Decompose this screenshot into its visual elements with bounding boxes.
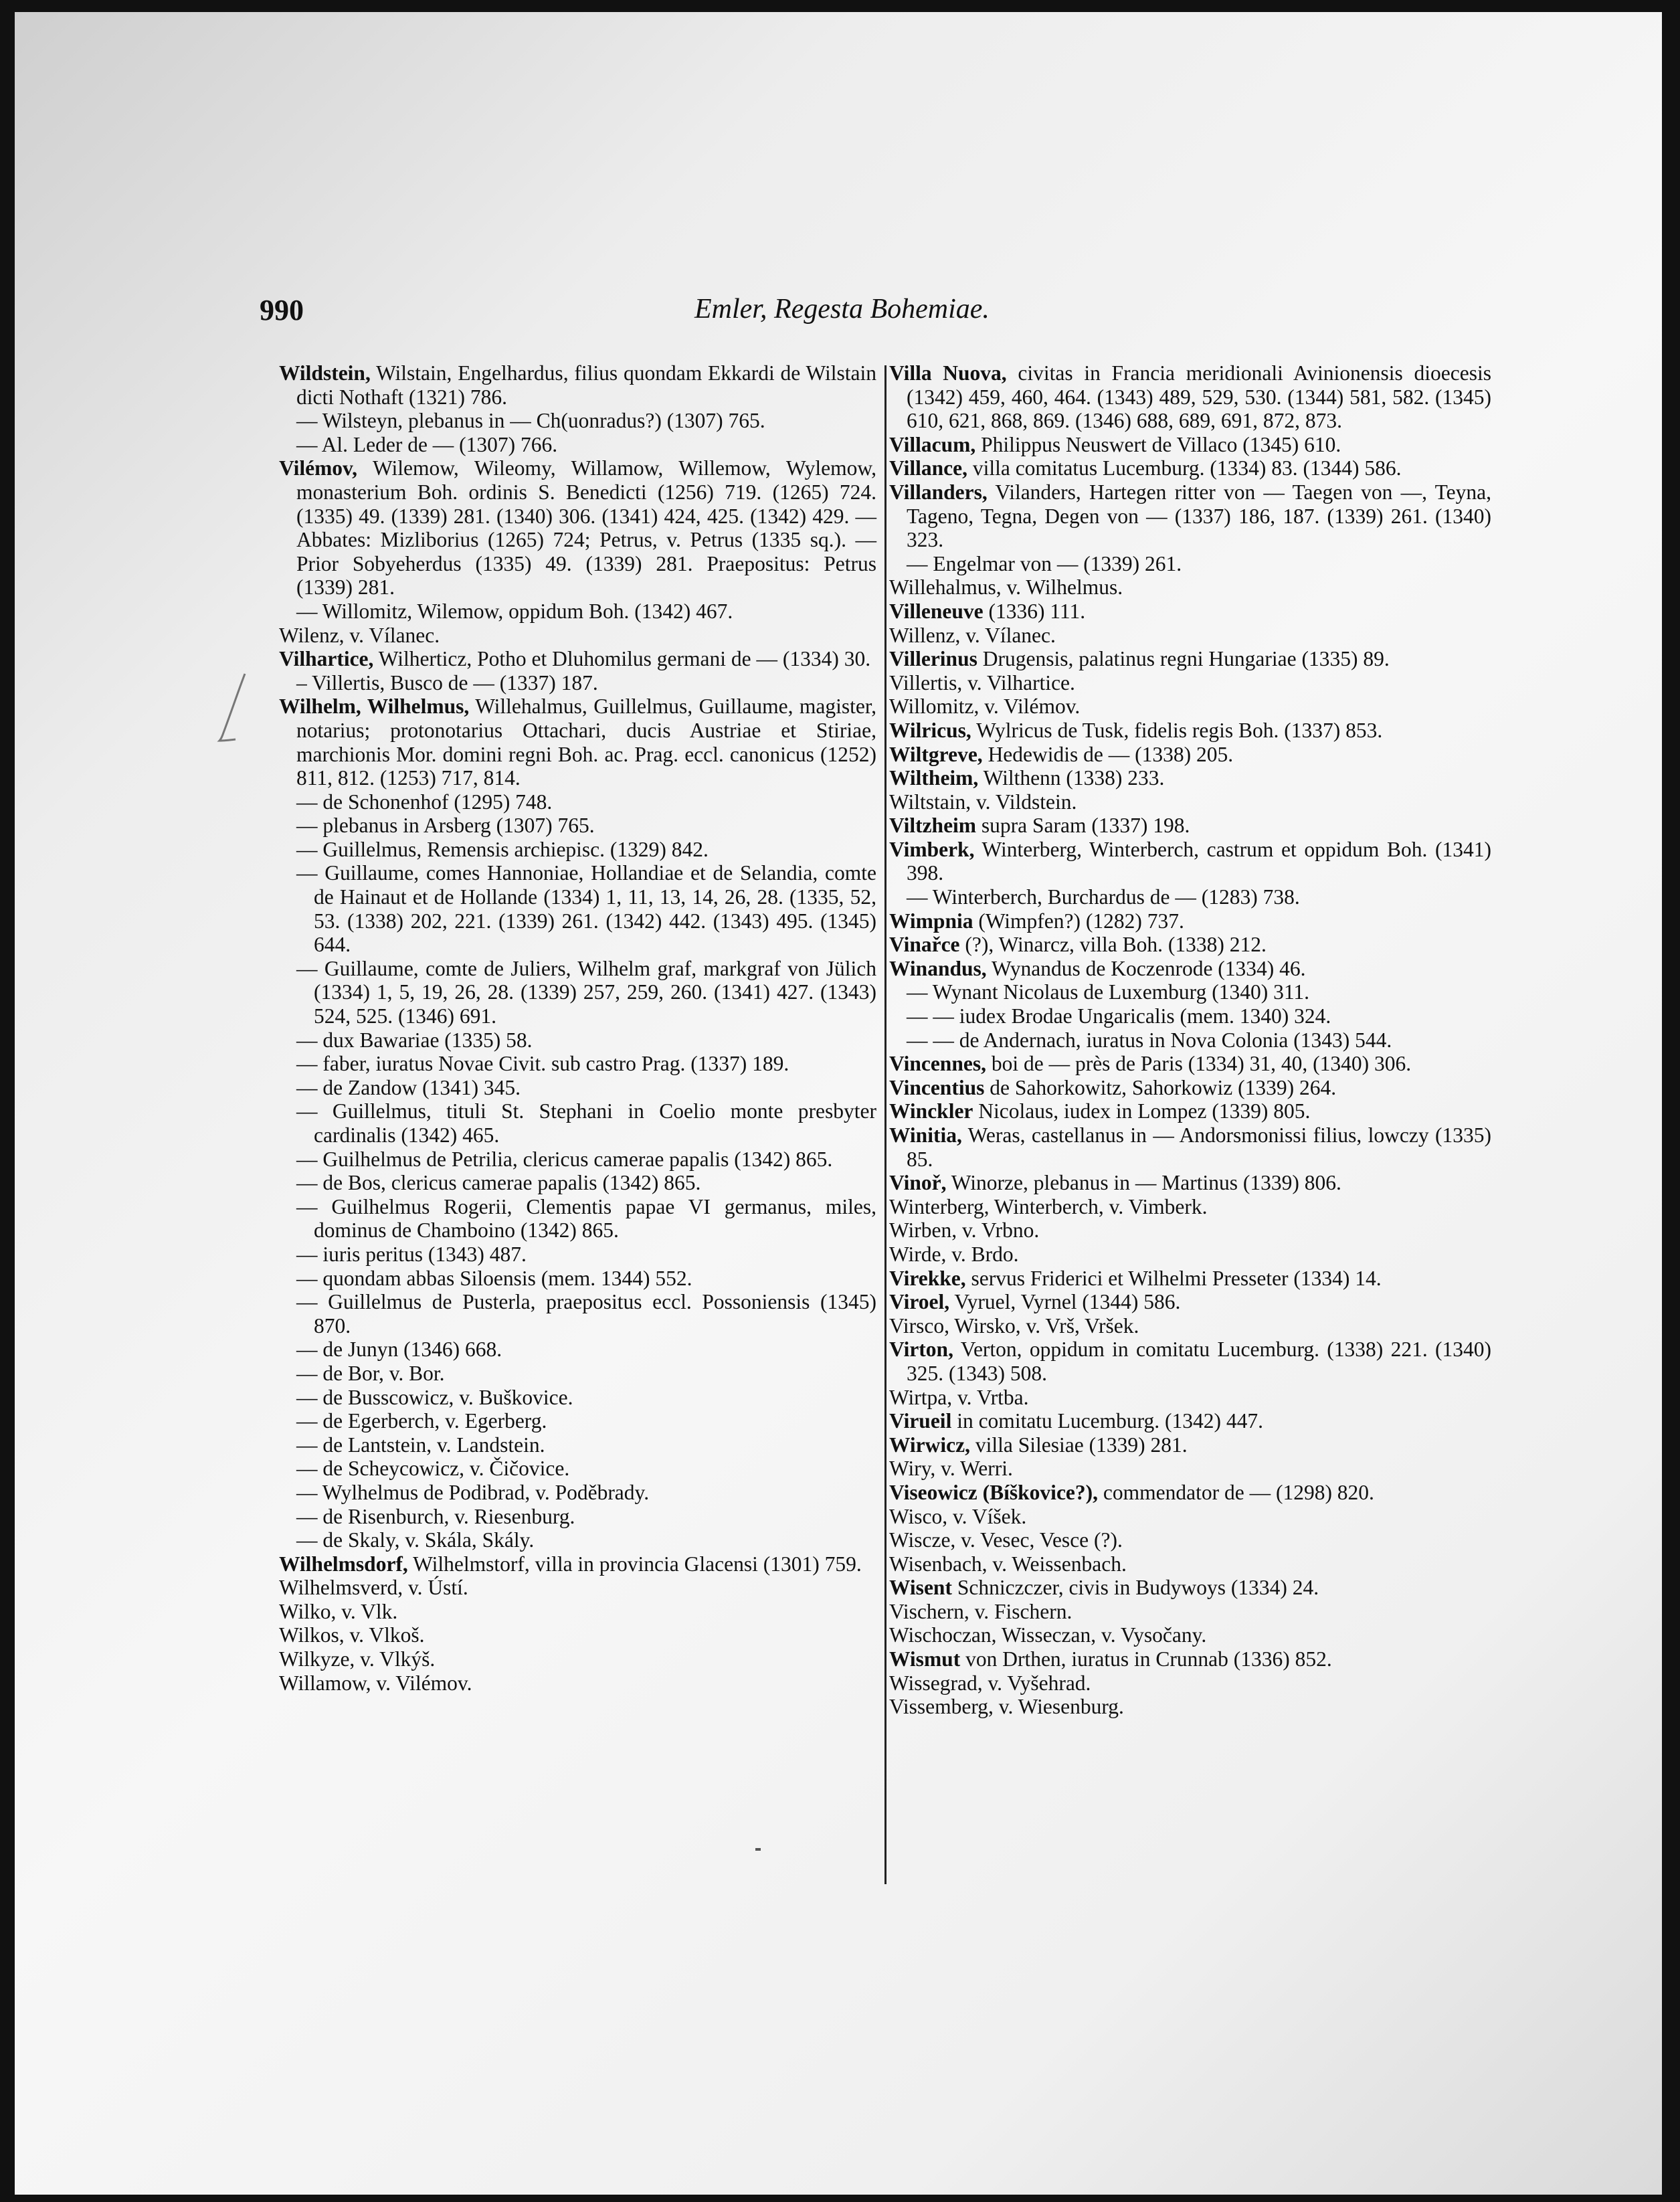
index-entry [889, 695, 1491, 719]
entry-text: — de Busscowicz, v. Buškovice. [296, 1385, 573, 1409]
entry-headword: Vilhartice, [279, 647, 374, 671]
entry-text: — Wynant Nicolaus de Luxemburg (1340) 311. [907, 980, 1310, 1004]
entry-headword: Vimberk, [889, 837, 975, 861]
entry-text: Winterberg, Winterberch, v. Vimberk. [889, 1194, 1208, 1218]
entry-text: — — de Andernach, iuratus in Nova Colonia (1343) 544. [907, 1028, 1392, 1052]
index-entry [889, 790, 1491, 814]
entry-text: Wirde, v. Brdo. [889, 1242, 1019, 1266]
entry-headword: Vinoř, [889, 1171, 947, 1195]
entry-text: — plebanus in Arsberg (1307) 765. [296, 814, 595, 838]
index-entry [889, 575, 1491, 600]
entry-text: (Wimpfen?) (1282) 737. [973, 909, 1184, 933]
entry-headword: Wiltheim, [889, 766, 979, 790]
entry-text: — de Zandow (1341) 345. [296, 1075, 521, 1099]
entry-text: — de Lantstein, v. Landstein. [296, 1433, 545, 1457]
entry-headword: Virton, [889, 1338, 953, 1362]
entry-text: Wilherticz, Potho et Dluhomilus germani de — (1334) 30. [373, 647, 871, 671]
entry-headword: Virekke, [889, 1266, 966, 1290]
index-entry [889, 1505, 1491, 1529]
index-entry [889, 1528, 1491, 1552]
entry-text: — Guillaume, comte de Juliers, Wilhelm graf, markgraf von Jülich (1334) 1, 5, 19, 26, 28. (1339) 257, 259, 260. (1341) 427. (1343) 524, 525. (1346) 691. [296, 956, 876, 1028]
index-entry [279, 361, 876, 409]
entry-text: — de Schonenhof (1295) 748. [296, 790, 553, 814]
entry-text: — Guillaume, comes Hannoniae, Hollandiae et de Selandia, comte de Hainaut et de Hollande (1334) 1, 11, 13, 14, 26, 28. (1335, 52, 53. (1338) 202, 221. (1339) 261. (1342) 442. (1343) 495. (1345) 644. [296, 861, 876, 957]
index-entry [889, 647, 1491, 671]
index-entry [279, 1623, 876, 1647]
index-entry [889, 1623, 1491, 1647]
entry-headword: Wismut [889, 1647, 961, 1671]
entry-text: Wirben, v. Vrbno. [889, 1218, 1040, 1243]
page-header [260, 293, 1477, 340]
index-entry [889, 885, 1491, 909]
entry-text: — de Scheycowicz, v. Čičovice. [296, 1457, 570, 1481]
index-entry [889, 1695, 1491, 1719]
page-number: 990 [260, 294, 304, 327]
index-entry [279, 1338, 876, 1362]
entry-text: — de Bos, clericus camerae papalis (1342) 865. [296, 1171, 701, 1195]
index-entry [279, 814, 876, 838]
index-entry [889, 1481, 1491, 1505]
entry-headword: Vinařce [889, 933, 960, 957]
index-entry [889, 980, 1491, 1004]
entry-text: de Sahorkowitz, Sahorkowiz (1339) 264. [984, 1075, 1337, 1099]
entry-text: — Guillelmus, tituli St. Stephani in Coelio monte presbyter cardinalis (1342) 465. [296, 1099, 876, 1147]
index-entry [279, 1481, 876, 1505]
entry-text: Verton, oppidum in comitatu Lucemburg. (1338) 221. (1340) 325. (1343) 508. [907, 1338, 1491, 1385]
entry-text: Drugensis, palatinus regni Hungariae (1335) 89. [977, 647, 1390, 671]
entry-headword: Wimpnia [889, 909, 973, 933]
index-entry [889, 909, 1491, 933]
index-entry [889, 1123, 1491, 1171]
entry-text: Willehalmus, Guillelmus, Guillaume, magister, notarius; protonotarius Ottachari, ducis Austriae et Stiriae, marchionis Mor. domini regni Boh. ac. Prag. eccl. canonicus (1252) 811, 812. (1253) 717, 814. [296, 695, 876, 790]
entry-text: — de Risenburch, v. Riesenburg. [296, 1504, 575, 1528]
index-entry [889, 1386, 1491, 1410]
entry-text: — de Junyn (1346) 668. [296, 1338, 502, 1362]
index-entry [889, 552, 1491, 576]
entry-text: Wisco, v. Víšek. [889, 1504, 1027, 1528]
index-entry [889, 1099, 1491, 1123]
index-entry [279, 1076, 876, 1100]
index-entry [889, 361, 1491, 433]
index-entry [889, 743, 1491, 767]
entry-text: Willomitz, v. Vilémov. [889, 695, 1081, 719]
entry-text: — — iudex Brodae Ungaricalis (mem. 1340) 324. [907, 1004, 1331, 1028]
entry-text: Wissegrad, v. Vyšehrad. [889, 1671, 1091, 1695]
entry-text: — Guillelmus, Remensis archiepisc. (1329) 842. [296, 837, 709, 861]
entry-text: Winorze, plebanus in — Martinus (1339) 806. [946, 1171, 1341, 1195]
entry-text: (?), Winarcz, villa Boh. (1338) 212. [959, 933, 1267, 957]
index-entry [889, 933, 1491, 957]
entry-headword: Villa Nuova, [889, 361, 1007, 385]
index-entry [889, 814, 1491, 838]
entry-headword: Wisent [889, 1576, 952, 1600]
entry-headword: Vilémov, [279, 456, 357, 480]
index-entry [889, 600, 1491, 624]
index-entry [279, 600, 876, 624]
entry-text: Winterberg, Winterberch, castrum et oppidum Boh. (1341) 398. [907, 837, 1491, 885]
entry-headword: Villerinus [889, 647, 977, 671]
entry-text: Wiscze, v. Vesec, Vesce (?). [889, 1528, 1123, 1552]
entry-text: — de Egerberch, v. Egerberg. [296, 1409, 547, 1433]
index-entry [279, 861, 876, 956]
entry-text: Wilenz, v. Vílanec. [279, 623, 440, 647]
entry-text: Philippus Neuswert de Villaco (1345) 610. [975, 432, 1341, 456]
entry-text: Villertis, v. Vilhartice. [889, 670, 1075, 695]
index-entry [279, 790, 876, 814]
index-entry [889, 1052, 1491, 1076]
entry-headword: Viseowicz (Bíškovice?), [889, 1480, 1099, 1504]
index-entry [279, 838, 876, 862]
entry-text: servus Friderici et Wilhelmi Presseter (1334) 14. [965, 1266, 1382, 1290]
entry-headword: Vincentius [889, 1075, 985, 1099]
index-column-right [889, 361, 1491, 1719]
entry-text: Wilko, v. Vlk. [279, 1599, 398, 1623]
index-entry [889, 456, 1491, 480]
index-entry [279, 1647, 876, 1671]
entry-text: Nicolaus, iudex in Lompez (1339) 805. [973, 1099, 1311, 1123]
entry-text: Wirtpa, v. Vrtba. [889, 1385, 1029, 1409]
entry-headword: Villanders, [889, 480, 988, 504]
column-divider [884, 365, 886, 1884]
entry-text: Willenz, v. Vílanec. [889, 623, 1056, 647]
entry-headword: Wilhelm, Wilhelmus, [279, 695, 470, 719]
entry-text: — Guillelmus de Pusterla, praepositus eccl. Possoniensis (1345) 870. [296, 1290, 876, 1338]
stray-mark [755, 1848, 761, 1851]
entry-text: — de Skaly, v. Skála, Skály. [296, 1528, 535, 1552]
index-entry [279, 1052, 876, 1076]
entry-text: — Al. Leder de — (1307) 766. [296, 432, 558, 456]
index-entry [889, 1218, 1491, 1243]
index-entry [889, 719, 1491, 743]
entry-text: Wischoczan, Wisseczan, v. Vysočany. [889, 1623, 1207, 1647]
entry-headword: Wildstein, [279, 361, 371, 385]
entry-text: Wiry, v. Werri. [889, 1457, 1013, 1481]
entry-text: – Villertis, Busco de — (1337) 187. [296, 670, 598, 695]
index-entry [889, 1314, 1491, 1338]
entry-text: Hedewidis de — (1338) 205. [982, 742, 1234, 766]
entry-text: (1336) 111. [983, 599, 1086, 623]
index-entry [889, 671, 1491, 695]
index-entry [279, 433, 876, 457]
running-title: Emler, Regesta Bohemiae. [694, 294, 990, 325]
index-entry [279, 1671, 876, 1695]
entry-headword: Vincennes, [889, 1052, 986, 1076]
entry-text: Wilemow, Wileomy, Willamow, Willemow, Wylemow, monasterium Boh. ordinis S. Benedicti (1256) 719. (1265) 724. (1335) 49. (1339) 281. (1340) 306. (1341) 424, 425. (1342) 429. — Abbates: Mizliborius (1265) 724; Petrus, v. Petrus (1335 sq.). — Prior Sobyeherdus (1335) 49. (1339) 281. Praepositus: Petrus (1339) 281. [296, 456, 876, 600]
index-entry [279, 671, 876, 695]
index-entry [279, 1386, 876, 1410]
entry-text: — Winterberch, Burchardus de — (1283) 738. [907, 885, 1300, 909]
entry-headword: Winckler [889, 1099, 973, 1123]
index-entry [279, 1433, 876, 1457]
index-entry [889, 1028, 1491, 1052]
entry-text: Wilstain, Engelhardus, filius quondam Ekkardi de Wilstain dicti Nothaft (1321) 786. [296, 361, 876, 409]
entry-headword: Wirwicz, [889, 1433, 971, 1457]
index-entry [889, 1409, 1491, 1433]
index-entry [279, 1290, 876, 1338]
index-entry [279, 1195, 876, 1243]
index-entry [889, 1457, 1491, 1481]
entry-text: — faber, iuratus Novae Civit. sub castro Prag. (1337) 189. [296, 1052, 789, 1076]
entry-text: — de Bor, v. Bor. [296, 1361, 445, 1385]
entry-text: von Drthen, iuratus in Crunnab (1336) 852. [960, 1647, 1332, 1671]
index-entry [889, 1290, 1491, 1314]
entry-headword: Wilricus, [889, 718, 971, 742]
entry-text: in comitatu Lucemburg. (1342) 447. [951, 1409, 1264, 1433]
index-entry [279, 695, 876, 790]
index-entry [889, 433, 1491, 457]
index-entry [889, 1243, 1491, 1267]
entry-text: Weras, castellanus in — Andorsmonissi filius, lowczy (1335) 85. [907, 1123, 1491, 1171]
entry-text: Wilkyze, v. Vlkýš. [279, 1647, 436, 1671]
entry-headword: Winandus, [889, 956, 987, 980]
entry-text: villa comitatus Lucemburg. (1334) 83. (1344) 586. [967, 456, 1402, 480]
entry-headword: Villacum, [889, 432, 976, 456]
index-entry [889, 1552, 1491, 1576]
entry-text: Wilkos, v. Vlkoš. [279, 1623, 425, 1647]
index-entry [279, 957, 876, 1028]
entry-text: Vyruel, Vyrnel (1344) 586. [949, 1290, 1181, 1314]
index-entry [889, 957, 1491, 981]
index-entry [889, 1004, 1491, 1028]
entry-text: — Wilsteyn, plebanus in — Ch(uonradus?) (1307) 765. [296, 409, 765, 433]
index-entry [279, 1028, 876, 1052]
index-entry [279, 409, 876, 433]
entry-text: Schniczczer, civis in Budywoys (1334) 24. [951, 1576, 1319, 1600]
index-entry [279, 1409, 876, 1433]
entry-text: Wilhelmstorf, villa in provincia Glacensi (1301) 759. [407, 1552, 862, 1576]
index-column-left [279, 361, 876, 1695]
entry-text: Willehalmus, v. Wilhelmus. [889, 575, 1123, 600]
entry-headword: Winitia, [889, 1123, 962, 1147]
entry-headword: Wilhelmsdorf, [279, 1552, 408, 1576]
entry-text: — Engelmar von — (1339) 261. [907, 551, 1182, 575]
entry-text: — iuris peritus (1343) 487. [296, 1242, 527, 1266]
index-entry [279, 1505, 876, 1529]
scanned-page [15, 12, 1662, 2195]
entry-headword: Virueil [889, 1409, 952, 1433]
index-entry [889, 766, 1491, 790]
entry-text: Wiltstain, v. Vildstein. [889, 790, 1077, 814]
index-entry [889, 1576, 1491, 1600]
entry-text: Virsco, Wirsko, v. Vrš, Vršek. [889, 1313, 1139, 1338]
index-entry [889, 1267, 1491, 1291]
entry-text: boi de — près de Paris (1334) 31, 40, (1340) 306. [986, 1052, 1412, 1076]
entry-headword: Wiltgreve, [889, 742, 983, 766]
entry-text: Willamow, v. Vilémov. [279, 1671, 472, 1695]
entry-headword: Villance, [889, 456, 967, 480]
index-entry [279, 1099, 876, 1147]
index-entry [279, 1552, 876, 1576]
index-entry [279, 647, 876, 671]
entry-text: Wynandus de Koczenrode (1334) 46. [986, 956, 1306, 980]
entry-text: — Willomitz, Wilemow, oppidum Boh. (1342) 467. [296, 599, 733, 623]
entry-text: Wylricus de Tusk, fidelis regis Boh. (1337) 853. [971, 718, 1383, 742]
index-entry [889, 838, 1491, 885]
index-entry [889, 1600, 1491, 1624]
entry-text: — Wylhelmus de Podibrad, v. Poděbrady. [296, 1480, 650, 1504]
index-entry [889, 1433, 1491, 1457]
index-entry [279, 456, 876, 600]
index-entry [279, 1457, 876, 1481]
entry-text: Vischern, v. Fischern. [889, 1599, 1072, 1623]
index-entry [889, 1671, 1491, 1695]
entry-text: commendator de — (1298) 820. [1098, 1480, 1374, 1504]
entry-text: supra Saram (1337) 198. [976, 814, 1190, 838]
index-entry [889, 1338, 1491, 1385]
entry-headword: Viroel, [889, 1290, 950, 1314]
index-entry [279, 1243, 876, 1267]
entry-text: Wisenbach, v. Weissenbach. [889, 1552, 1127, 1576]
index-entry [889, 1647, 1491, 1671]
index-entry [889, 480, 1491, 552]
entry-headword: Viltzheim [889, 814, 977, 838]
entry-text: — dux Bawariae (1335) 58. [296, 1028, 533, 1052]
entry-text: — Guilhelmus de Petrilia, clericus camerae papalis (1342) 865. [296, 1147, 833, 1171]
index-entry [279, 1148, 876, 1172]
index-entry [889, 1171, 1491, 1195]
index-entry [279, 1171, 876, 1195]
entry-text: — Guilhelmus Rogerii, Clementis papae VI germanus, miles, dominus de Chamboino (1342) 865. [296, 1194, 876, 1243]
index-entry [279, 1362, 876, 1386]
pencil-mark-icon [215, 671, 249, 745]
entry-text: — quondam abbas Siloensis (mem. 1344) 552. [296, 1266, 692, 1290]
entry-text: Vissemberg, v. Wiesenburg. [889, 1695, 1124, 1719]
index-entry [889, 1195, 1491, 1219]
index-entry [279, 1267, 876, 1291]
entry-text: Wilthenn (1338) 233. [978, 766, 1165, 790]
entry-text: civitas in Francia meridionali Avinionensis dioecesis (1342) 459, 460, 464. (1343) 489, 529, 530. (1344) 581, 582. (1345) 610, 621, 868, 869. (1346) 688, 689, 691, 872, 873. [907, 361, 1491, 433]
entry-text: Wilhelmsverd, v. Ústí. [279, 1576, 468, 1600]
index-entry [279, 1576, 876, 1600]
entry-headword: Villeneuve [889, 599, 984, 623]
entry-text: villa Silesiae (1339) 281. [970, 1433, 1188, 1457]
index-entry [889, 1076, 1491, 1100]
entry-text: Vilanders, Hartegen ritter von — Taegen von —, Teyna, Tageno, Tegna, Degen von — (1337) 186, 187. (1339) 261. (1340) 323. [907, 480, 1491, 552]
index-entry [279, 1528, 876, 1552]
index-entry [889, 624, 1491, 648]
index-entry [279, 1600, 876, 1624]
index-entry [279, 624, 876, 648]
